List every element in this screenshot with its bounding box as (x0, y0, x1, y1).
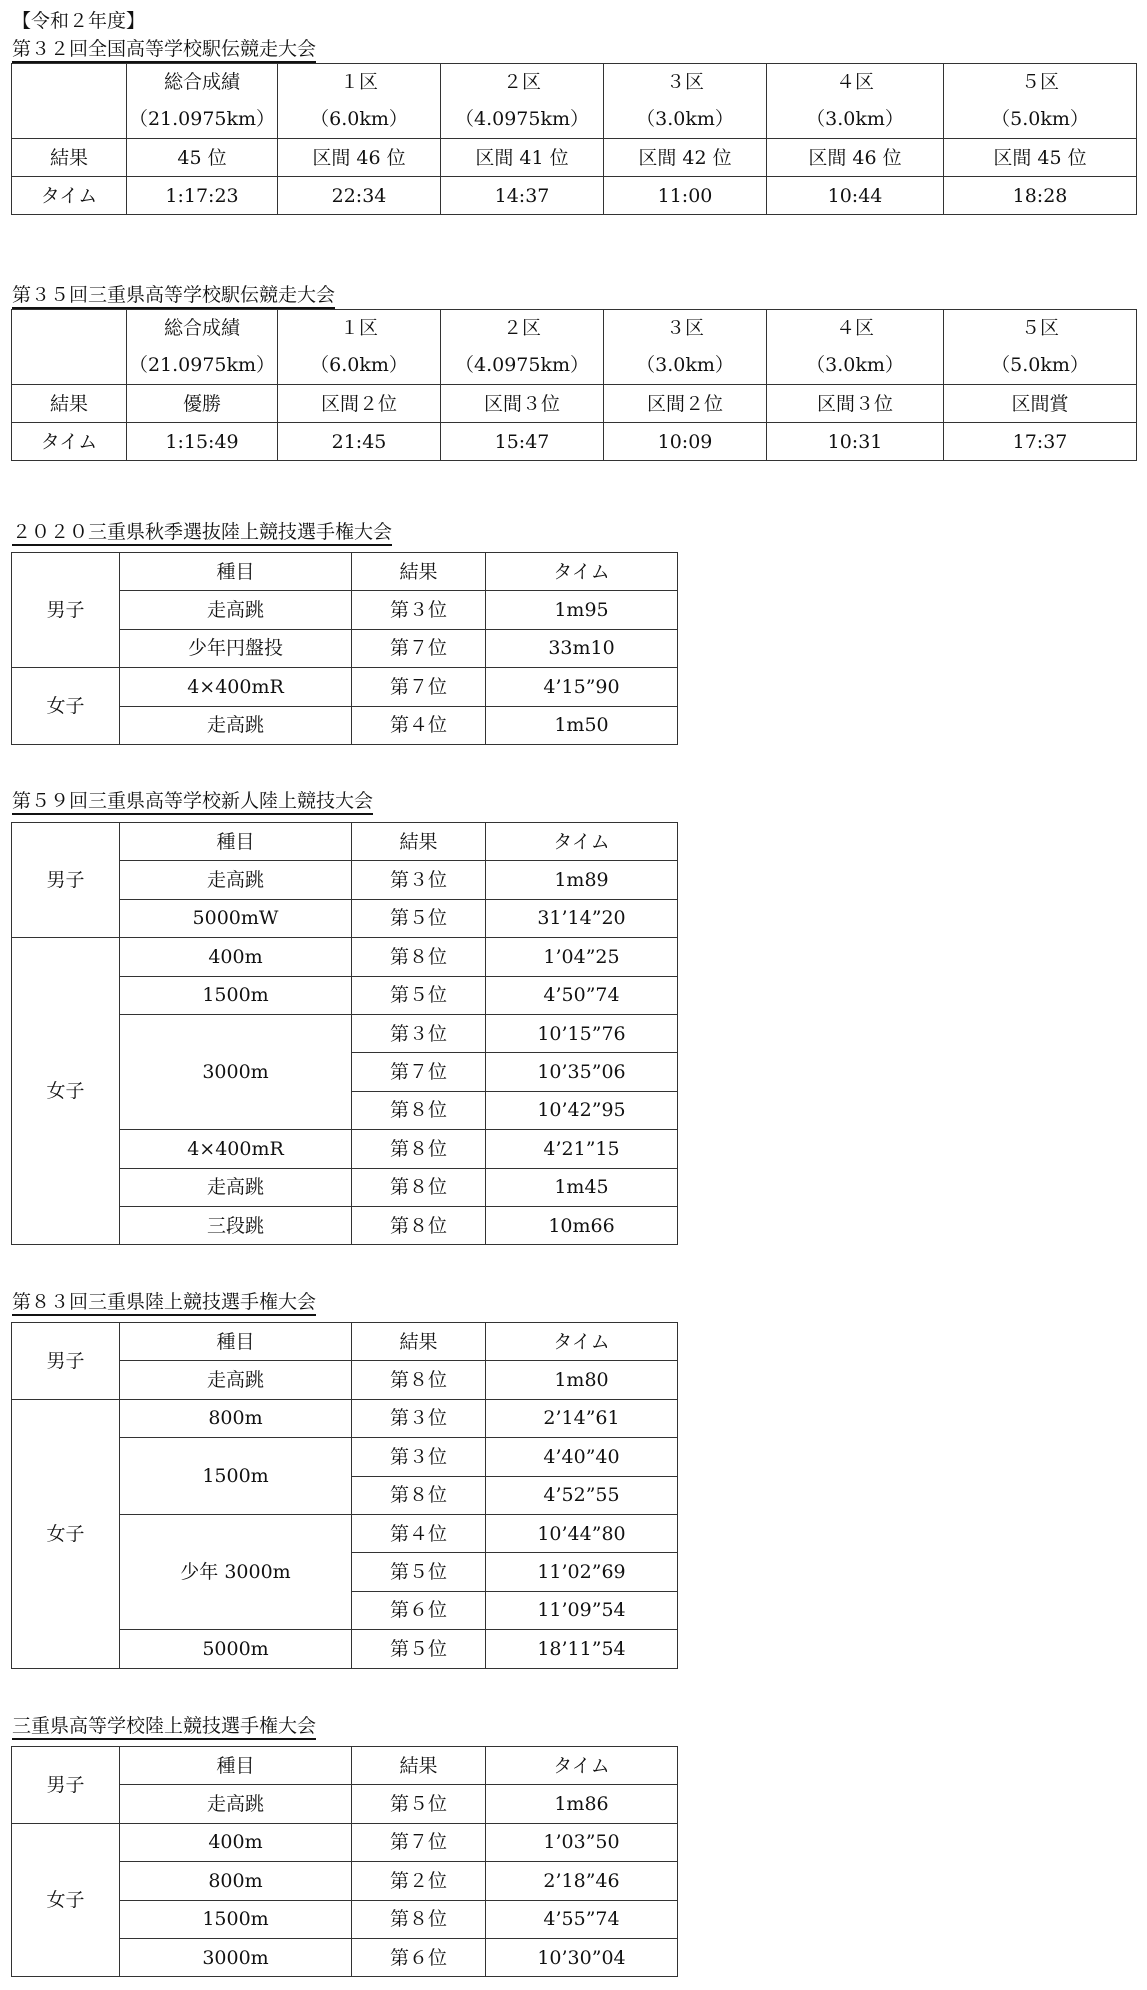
column-header-event: 種目 (120, 1323, 352, 1361)
column-header: ２区 （4.0975km） (441, 64, 604, 139)
event-cell: 1500m (120, 1438, 352, 1515)
time-cell: 1’03”50 (486, 1823, 678, 1861)
column-header: １区 （6.0km） (278, 64, 441, 139)
ekiden-mie-table (11, 309, 1137, 461)
time-cell: 1m95 (486, 591, 678, 629)
event-cell: 5000mW (120, 899, 352, 937)
table-row (12, 938, 678, 976)
result-cell: 第７位 (352, 629, 486, 667)
table-row (12, 1823, 678, 1861)
time-cell: 10’35”06 (486, 1053, 678, 1091)
result-cell: 第２位 (352, 1862, 486, 1900)
result-cell: 第７位 (352, 1053, 486, 1091)
time-cell: 1:15:49 (127, 423, 278, 461)
result-cell: 第５位 (352, 1630, 486, 1668)
shinjin-table (11, 822, 678, 1245)
result-cell: 第８位 (352, 1476, 486, 1514)
result-cell: 第６位 (352, 1591, 486, 1629)
column-header-result: 結果 (352, 1323, 486, 1361)
time-cell: 10:09 (604, 423, 767, 461)
section-title-shinjin: 第５９回三重県高等学校新人陸上競技大会 (12, 789, 373, 815)
event-cell: 走高跳 (120, 861, 352, 899)
column-header: 総合成績 （21.0975km） (127, 310, 278, 385)
column-header-result: 結果 (352, 1747, 486, 1785)
event-cell: 三段跳 (120, 1206, 352, 1244)
event-cell: 4×400mR (120, 1130, 352, 1168)
event-cell: 3000m (120, 1938, 352, 1976)
table-row (12, 423, 1137, 461)
section-title-pref83: 第８３回三重県陸上競技選手権大会 (12, 1290, 316, 1316)
column-header-event: 種目 (120, 1747, 352, 1785)
event-cell: 3000m (120, 1014, 352, 1129)
section-title-ekiden-mie: 第３５回三重県高等学校駅伝競走大会 (12, 283, 335, 309)
women-group-label: 女子 (12, 938, 120, 1245)
column-header-result: 結果 (352, 823, 486, 861)
table-row (12, 823, 678, 861)
section-title-ekiden-national: 第３２回全国高等学校駅伝競走大会 (12, 37, 316, 63)
result-cell: 区間 41 位 (441, 139, 604, 177)
time-cell: 18’11”54 (486, 1630, 678, 1668)
result-cell: 区間２位 (604, 385, 767, 423)
result-cell: 第８位 (352, 938, 486, 976)
column-header: ３区 （3.0km） (604, 64, 767, 139)
time-cell: 1m89 (486, 861, 678, 899)
result-cell: 第８位 (352, 1361, 486, 1399)
row-label: 結果 (12, 139, 127, 177)
time-cell: 4’50”74 (486, 976, 678, 1014)
page-header: 【令和２年度】 (12, 10, 146, 32)
result-cell: 区間 45 位 (944, 139, 1137, 177)
column-header: ４区 （3.0km） (767, 64, 944, 139)
ekiden-national-table (11, 63, 1137, 215)
result-cell: 第５位 (352, 899, 486, 937)
column-header: ２区 （4.0975km） (441, 310, 604, 385)
time-cell: 4’21”15 (486, 1130, 678, 1168)
column-header-time: タイム (486, 553, 678, 591)
result-cell: 区間 42 位 (604, 139, 767, 177)
corner-cell (12, 310, 127, 385)
time-cell: 4’40”40 (486, 1438, 678, 1476)
table-row (12, 1747, 678, 1785)
row-label: タイム (12, 423, 127, 461)
section-title-highschool: 三重県高等学校陸上競技選手権大会 (12, 1714, 316, 1740)
result-cell: 区間３位 (441, 385, 604, 423)
column-header-event: 種目 (120, 823, 352, 861)
table-row (12, 668, 678, 706)
column-header-time: タイム (486, 1323, 678, 1361)
time-cell: 11’02”69 (486, 1553, 678, 1591)
result-cell: 第８位 (352, 1091, 486, 1129)
time-cell: 4’15”90 (486, 668, 678, 706)
result-cell: 第８位 (352, 1168, 486, 1206)
time-cell: 31’14”20 (486, 899, 678, 937)
column-header-time: タイム (486, 823, 678, 861)
time-cell: 1m80 (486, 1361, 678, 1399)
result-cell: 区間３位 (767, 385, 944, 423)
result-cell: 第５位 (352, 1553, 486, 1591)
event-cell: 走高跳 (120, 1785, 352, 1823)
event-cell: 400m (120, 1823, 352, 1861)
result-cell: 優勝 (127, 385, 278, 423)
table-row (12, 1323, 678, 1361)
time-cell: 1:17:23 (127, 177, 278, 215)
column-header: ５区 （5.0km） (944, 64, 1137, 139)
time-cell: 10’44”80 (486, 1514, 678, 1552)
column-header: ５区 （5.0km） (944, 310, 1137, 385)
autumn-table (11, 552, 678, 745)
event-cell: 少年円盤投 (120, 629, 352, 667)
result-cell: 第８位 (352, 1206, 486, 1244)
table-row (12, 1399, 678, 1437)
event-cell: 走高跳 (120, 1361, 352, 1399)
event-cell: 少年 3000m (120, 1514, 352, 1629)
result-cell: 第４位 (352, 1514, 486, 1552)
event-cell: 走高跳 (120, 591, 352, 629)
table-row (12, 553, 678, 591)
result-cell: 第５位 (352, 1785, 486, 1823)
men-group-label: 男子 (12, 1323, 120, 1400)
result-cell: 第８位 (352, 1130, 486, 1168)
row-label: タイム (12, 177, 127, 215)
time-cell: 1m45 (486, 1168, 678, 1206)
men-group-label: 男子 (12, 1747, 120, 1824)
time-cell: 10:31 (767, 423, 944, 461)
time-cell: 2’18”46 (486, 1862, 678, 1900)
result-cell: 第３位 (352, 861, 486, 899)
time-cell: 14:37 (441, 177, 604, 215)
event-cell: 4×400mR (120, 668, 352, 706)
time-cell: 21:45 (278, 423, 441, 461)
column-header-event: 種目 (120, 553, 352, 591)
column-header: １区 （6.0km） (278, 310, 441, 385)
section-title-autumn: ２０２０三重県秋季選抜陸上競技選手権大会 (12, 520, 392, 546)
result-cell: 第８位 (352, 1900, 486, 1938)
time-cell: 11:00 (604, 177, 767, 215)
result-cell: 第３位 (352, 1399, 486, 1437)
column-header-result: 結果 (352, 553, 486, 591)
time-cell: 1m50 (486, 706, 678, 744)
time-cell: 10’30”04 (486, 1938, 678, 1976)
time-cell: 1’04”25 (486, 938, 678, 976)
event-cell: 5000m (120, 1630, 352, 1668)
column-header: ４区 （3.0km） (767, 310, 944, 385)
women-group-label: 女子 (12, 1823, 120, 1977)
result-cell: 区間２位 (278, 385, 441, 423)
time-cell: 18:28 (944, 177, 1137, 215)
result-cell: 第６位 (352, 1938, 486, 1976)
highschool-table (11, 1746, 678, 1977)
event-cell: 1500m (120, 1900, 352, 1938)
result-cell: 第３位 (352, 591, 486, 629)
men-group-label: 男子 (12, 823, 120, 938)
event-cell: 走高跳 (120, 706, 352, 744)
time-cell: 4’55”74 (486, 1900, 678, 1938)
result-cell: 区間賞 (944, 385, 1137, 423)
women-group-label: 女子 (12, 668, 120, 745)
pref83-table (11, 1322, 678, 1669)
table-row (12, 310, 1137, 385)
result-cell: 45 位 (127, 139, 278, 177)
result-cell: 第３位 (352, 1438, 486, 1476)
result-cell: 第４位 (352, 706, 486, 744)
time-cell: 15:47 (441, 423, 604, 461)
time-cell: 33m10 (486, 629, 678, 667)
women-group-label: 女子 (12, 1399, 120, 1668)
result-cell: 第７位 (352, 668, 486, 706)
time-cell: 4’52”55 (486, 1476, 678, 1514)
event-cell: 走高跳 (120, 1168, 352, 1206)
corner-cell (12, 64, 127, 139)
column-header: ３区 （3.0km） (604, 310, 767, 385)
time-cell: 22:34 (278, 177, 441, 215)
time-cell: 10’15”76 (486, 1014, 678, 1052)
time-cell: 2’14”61 (486, 1399, 678, 1437)
row-label: 結果 (12, 385, 127, 423)
event-cell: 800m (120, 1862, 352, 1900)
time-cell: 10:44 (767, 177, 944, 215)
table-row (12, 177, 1137, 215)
time-cell: 1m86 (486, 1785, 678, 1823)
column-header-time: タイム (486, 1747, 678, 1785)
time-cell: 17:37 (944, 423, 1137, 461)
result-cell: 区間 46 位 (278, 139, 441, 177)
men-group-label: 男子 (12, 553, 120, 668)
result-cell: 第７位 (352, 1823, 486, 1861)
result-cell: 第３位 (352, 1014, 486, 1052)
event-cell: 800m (120, 1399, 352, 1437)
column-header: 総合成績 （21.0975km） (127, 64, 278, 139)
table-row (12, 385, 1137, 423)
event-cell: 400m (120, 938, 352, 976)
result-cell: 第５位 (352, 976, 486, 1014)
table-row (12, 139, 1137, 177)
event-cell: 1500m (120, 976, 352, 1014)
result-cell: 区間 46 位 (767, 139, 944, 177)
table-row (12, 64, 1137, 139)
time-cell: 10m66 (486, 1206, 678, 1244)
time-cell: 10’42”95 (486, 1091, 678, 1129)
time-cell: 11’09”54 (486, 1591, 678, 1629)
